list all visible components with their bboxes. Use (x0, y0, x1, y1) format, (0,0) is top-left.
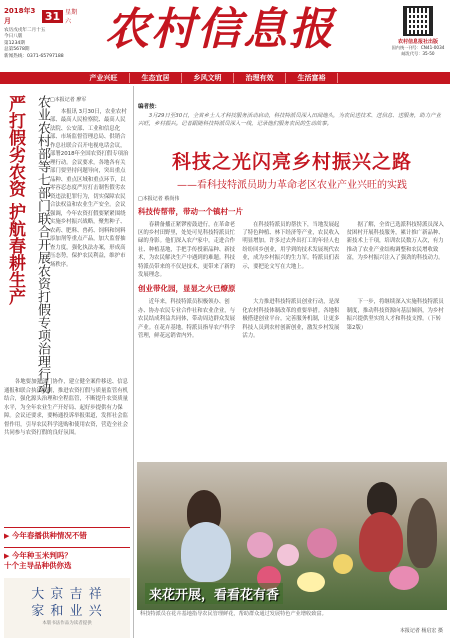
article-columns (138, 298, 446, 340)
publisher-name: 农村信息报社出版 (397, 39, 438, 45)
masthead-date-block (4, 6, 82, 60)
nav-item[interactable]: 生态宜居 (130, 73, 182, 83)
teaser-link[interactable] (4, 531, 130, 541)
flower-shape (297, 572, 325, 592)
section-heading: 科技传帮带，带动一个镇村一片 (138, 206, 243, 216)
info-line: 总第5678期 (4, 47, 30, 53)
section-heading: 创业带化园，显显之火已燎原 (138, 284, 236, 294)
qr-code-icon[interactable] (403, 6, 433, 36)
vertical-subheadline: 农业农村部等七部门联合开展农资打假专项治理行动 (35, 95, 50, 394)
teaser-link[interactable] (4, 551, 130, 571)
article-photo[interactable] (137, 462, 447, 610)
main-byline: □本报记者 蔡尚伟 (138, 195, 180, 202)
info-line: 新闻热线：0371-65797188 (4, 53, 64, 59)
teaser-title: 十个主导品种供你选 (4, 561, 72, 570)
left-article-body: 本报讯 3月30日，农业农村部、最高人民检察院、最高人民法院、公安部、工业和信息化部、市场监督管理总局、供销合作总社联合召开电视电话会议，部署2018年全国农资打假专项治理行动。会议要求，各地各有关部门要坚持问题导向，突出重点品种、重点区域和重点环节，以零容忍态度严厉打击制售假劣农资违法犯罪行为，切实保障农民合法权益和农业生产安全。会议强调，今年农资打假要紧紧围绕实施乡村振兴战略，聚焦种子、农药、肥料、兽药、饲料和饲料添加剂等重点产品，加大监督抽查力度，强化执法办案，形成高压态势，保护农民利益，维护市场秩序。 (50, 108, 129, 268)
info-line: 农历戊戌年二月十五 (4, 28, 46, 33)
person-figure (359, 512, 403, 572)
nav-item[interactable]: 治理有效 (234, 73, 286, 83)
info-line: 今日八版 (4, 34, 23, 40)
article-columns (138, 221, 446, 280)
flower-shape (247, 532, 273, 558)
person-figure (407, 498, 437, 568)
main-article (138, 93, 446, 340)
left-article (50, 96, 130, 269)
article-column: 大力推进科技特派员创业行动，是深化农村科技体制改革的重要举措。各地积极搭建创业平台，完善服务机制，让更多科技人员到农村创新创业，激发乡村发展活力。 (242, 299, 340, 340)
flower-shape (277, 544, 299, 566)
teaser-title: 今年春播供种情况不错 (11, 531, 87, 540)
calligraphy-note: 本版书法作品为读者提供 (42, 621, 92, 626)
date-weekday: 星期六 (65, 9, 78, 25)
divider (4, 527, 130, 528)
left-article-continued: 各地要加强部门协作，建立健全案件移送、信息通报和联合执法机制，推进农资打假与质量监管有机结合，强化源头治理和全程监管，不断提升农资质量水平，为全年农业生产开好局、起好步提供有力保障。会议还要求，要畅通投诉举报渠道，发挥社会监督作用，引导农民科学选购和使用农资，营造全社会共同参与农资打假的良好氛围。 (4, 379, 129, 436)
date-badge (4, 6, 82, 26)
nav-item[interactable]: 生活富裕 (286, 73, 338, 83)
article-column: 下一步，将继续深入实施科技特派员制度，推动科技资源向基层倾斜，为乡村振兴提供坚实的人才和科技支撑。（下转第2版） (346, 299, 444, 331)
masthead-left-info (4, 28, 82, 60)
calligraphy-box (4, 578, 130, 638)
photo-label: 来花开展，看看花有香 (145, 583, 283, 604)
date-day: 31 (42, 10, 63, 23)
teaser-title: 今年种玉米判吗？ (11, 551, 72, 560)
section-nav (0, 72, 450, 84)
arrow-right-icon: ▶ (4, 532, 12, 540)
editor-note (138, 93, 446, 129)
article-column: 近年来，科技特派员积极领办、创办、协办农民专业合作社和农业企业，与农民结成利益共同体，带动周边群众发展产业。在花卉基地，特派员指导农户科学管理，鲜花远销省内外。 (138, 299, 236, 340)
flower-shape (307, 528, 337, 558)
photo-credit: 本报记者 杨启宏 摄 (399, 628, 443, 634)
info-line: 国内统一刊号：CN41-0034 (391, 45, 445, 50)
info-line: 第1234期 (4, 40, 25, 46)
editor-note-label: 编者按： (138, 104, 161, 110)
person-figure (181, 522, 231, 582)
main-headline[interactable]: 科技之光闪亮乡村振兴之路 (171, 150, 412, 173)
newspaper-title: 农村信息报 (105, 4, 335, 55)
calligraphy-line: 家 和 业 兴 (31, 604, 103, 619)
editor-note-text: 3月29日至30日，全省乡土人才科技服务活动启动，科技特派员深入田间地头，为农民送技术、送信息、送服务，助力产业兴旺，乡村振兴。记者跟随科技特派员深入一线，记录他们服务农民的生动故事。 (138, 113, 441, 127)
main-subheadline: ——看科技特派员助力革命老区农业产业兴旺的实践 (177, 179, 407, 191)
nav-item[interactable]: 产业兴旺 (78, 73, 130, 83)
calligraphy-line: 大 京 吉 祥 (31, 587, 103, 602)
vertical-headline: 严打假劣农资 护航春耕生产 (5, 95, 25, 305)
left-byline: □本报记者 廖军 (50, 97, 87, 103)
article-column: 在科技特派员的帮扶下，当地发展起了特色种植、林下经济等产业，农民收入明显增加。许多过去外出打工的年轻人也纷纷回乡创业，用学到的技术发展现代农业，成为乡村振兴的生力军。特派员们表示，要把论文写在大地上。 (242, 221, 340, 270)
flower-shape (389, 566, 419, 590)
masthead-right-block (390, 6, 446, 56)
masthead (0, 0, 450, 72)
arrow-right-icon: ▶ (4, 552, 12, 560)
date-year-month: 2018年3月 (4, 7, 36, 25)
article-column: 据了解，全省已选派科技特派员深入贫困村开展科技服务，累计推广新品种、新技术上千项，培训农民数万人次，有力推动了农业产业结构调整和农民增收致富，为乡村振兴注入了强劲的科技动力。 (346, 221, 444, 262)
article-column: 春耕备播正紧锣密鼓进行，在革命老区的乡村田野里，处处可见科技特派员忙碌的身影。他们深入农户家中，走进合作社、种植基地，手把手传授新品种、新技术，为农民解决生产中遇到的难题。科技特派员带来的不仅是技术，更带来了新的发展理念。 (138, 221, 236, 279)
nav-item[interactable]: 乡风文明 (182, 73, 234, 83)
info-line: 邮发代号：35-50 (401, 50, 435, 56)
divider (4, 547, 130, 548)
column-divider (133, 86, 134, 638)
masthead-right-info (390, 45, 446, 56)
photo-caption: 科技特派员在花卉基地指导农民管理鲜花，帮助群众通过发展特色产业增收致富。 (140, 611, 327, 617)
flower-shape (333, 554, 353, 574)
